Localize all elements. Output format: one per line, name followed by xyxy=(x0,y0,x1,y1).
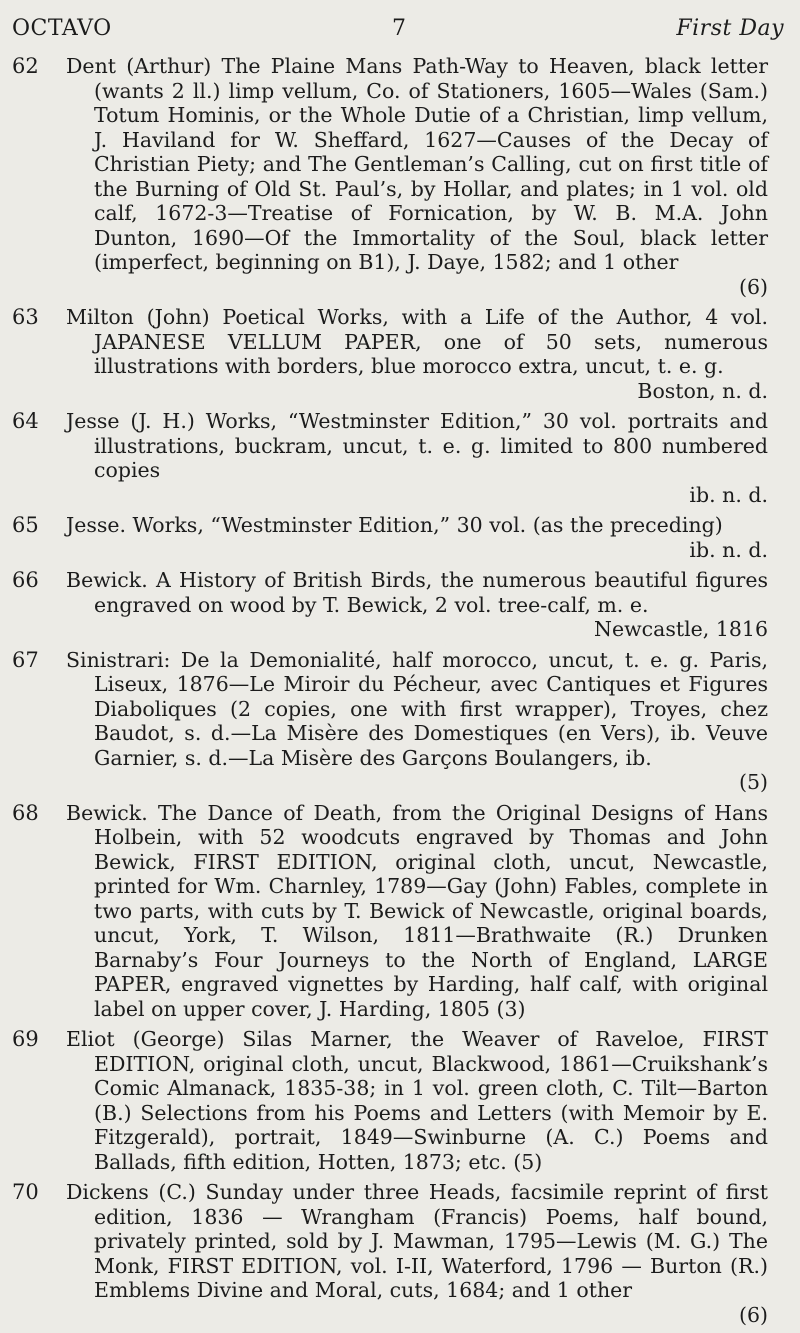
lot-description: Bewick. A History of British Birds, the numerous beautiful figures engraved on wood by T. Bewick, 2 vol. tree-calf, m. e. Newcastle, 1816 xyxy=(66,568,768,641)
lot-entry xyxy=(0,1180,800,1327)
lot-entry xyxy=(0,801,800,1022)
lot-tail: ib. n. d. xyxy=(689,482,768,507)
page-header xyxy=(0,16,800,46)
lot-number: 66 xyxy=(12,568,39,592)
lot-tail: (6) xyxy=(738,274,768,299)
lot-number: 62 xyxy=(12,54,39,78)
lot-entry xyxy=(0,305,800,403)
lot-list xyxy=(0,54,800,1333)
lot-description: Milton (John) Poetical Works, with a Life of the Author, 4 vol. JAPANESE VELLUM PAPER, one of 50 sets, numerous illustrations with borders, blue morocco extra, uncut, t. e. g. Boston, n. d. xyxy=(66,305,768,403)
lot-number: 69 xyxy=(12,1027,39,1051)
header-format: OCTAVO xyxy=(12,16,112,41)
lot-entry xyxy=(0,513,800,562)
lot-entry xyxy=(0,648,800,795)
lot-tail: (6) xyxy=(738,1302,768,1327)
lot-entry xyxy=(0,568,800,642)
lot-description: Eliot (George) Silas Marner, the Weaver of Raveloe, FIRST EDITION, original cloth, uncut, Blackwood, 1861—Cruikshank’s Comic Almanack, 1835-38; in 1 vol. green cloth, C. Tilt—Barton (B.) Selections from his Poems and Letters (with Memoir by E. Fitzgerald), portrait, 1849—Swinburne (A. C.) Poems and Ballads, fifth edition, Hotten, 1873; etc. (5) xyxy=(66,1027,768,1174)
lot-description: Dickens (C.) Sunday under three Heads, facsimile reprint of first edition, 1836 — Wrangham (Francis) Poems, half bound, privately printed, sold by J. Mawman, 1795—Lewis (M. G.) The Monk, FIRST EDITION, vol. I-II, Waterford, 1796 — Burton (R.) Emblems Divine and Moral, cuts, 1684; and 1 other (6) xyxy=(66,1180,768,1327)
header-day: First Day xyxy=(676,16,784,41)
lot-tail: ib. n. d. xyxy=(689,537,768,562)
lot-description: Jesse. Works, “Westminster Edition,” 30 vol. (as the preceding) ib. n. d. xyxy=(66,513,768,562)
page-number: 7 xyxy=(392,16,407,41)
lot-tail: (5) xyxy=(738,770,768,794)
lot-description: Sinistrari: De la Demonialité, half morocco, uncut, t. e. g. Paris, Liseux, 1876—Le Miroir du Pécheur, avec Cantiques et Figures Diaboliques (2 copies, one with first wrapper), Troyes, chez Baudot, s. d.—La Misère des Domestiques (en Vers), ib. Veuve Garnier, s. d.—La Misère des Garçons Boulangers, ib. (5) xyxy=(66,647,768,794)
lot-tail: Newcastle, 1816 xyxy=(594,617,768,641)
lot-description: Bewick. The Dance of Death, from the Original Designs of Hans Holbein, with 52 woodcuts engraved by Thomas and John Bewick, FIRST EDITION, original cloth, uncut, Newcastle, printed for Wm. Charnley, 1789—Gay (John) Fables, complete in two parts, with cuts by T. Bewick of Newcastle, original boards, uncut, York, T. Wilson, 1811—Brathwaite (R.) Drunken Barnaby’s Four Journeys to the North of England, LARGE PAPER, engraved vignettes by Harding, half calf, with original label on upper cover, J. Harding, 1805 (3) xyxy=(66,800,768,1021)
lot-entry xyxy=(0,54,800,299)
lot-entry xyxy=(0,1027,800,1174)
lot-number: 64 xyxy=(12,409,39,433)
lot-description: Jesse (J. H.) Works, “Westminster Edition,” 30 vol. portraits and illustrations, buckram, uncut, t. e. g. limited to 800 numbered copies ib. n. d. xyxy=(66,409,768,507)
lot-number: 65 xyxy=(12,513,39,537)
lot-number: 70 xyxy=(12,1180,39,1204)
lot-number: 68 xyxy=(12,800,39,825)
lot-number: 63 xyxy=(12,305,39,329)
lot-entry xyxy=(0,409,800,507)
lot-number: 67 xyxy=(12,647,39,672)
lot-description: Dent (Arthur) The Plaine Mans Path-Way to Heaven, black letter (wants 2 ll.) limp vellum, Co. of Stationers, 1605—Wales (Sam.) Totum Hominis, or the Whole Dutie of a Christian, limp vellum, J. Haviland for W. Sheffard, 1627—Causes of the Decay of Christian Piety; and The Gentleman’s Calling, cut on first title of the Burning of Old St. Paul’s, by Hollar, and plates; in 1 vol. old calf, 1672-3—Treatise of Fornication, by W. B. M.A. John Dunton, 1690—Of the Immortality of the Soul, black letter (imperfect, beginning on B1), J. Daye, 1582; and 1 other (6) xyxy=(66,54,768,299)
lot-tail: Boston, n. d. xyxy=(637,378,768,403)
